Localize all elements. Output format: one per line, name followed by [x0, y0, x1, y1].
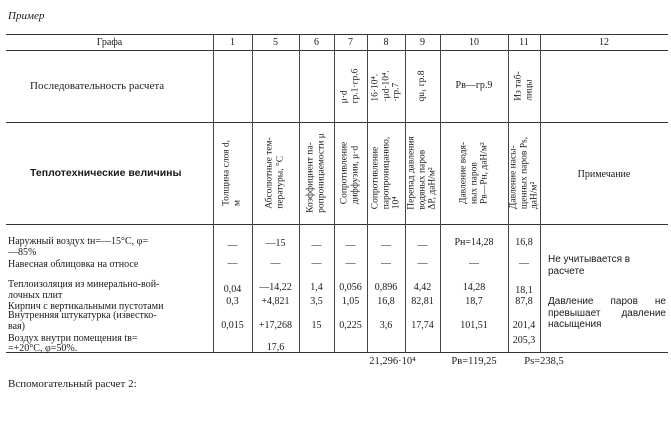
total-resistance: 21,296·10⁴	[369, 356, 416, 367]
cell-permeability: 15	[311, 320, 322, 331]
cell-diffusion: —	[345, 240, 356, 251]
cell-pressure-drop: —	[417, 240, 428, 251]
row-label: Наружный воздух tн=—15°С, φ=	[8, 236, 149, 247]
row-label: Воздух внутри помещения tв=	[8, 333, 138, 344]
cell-temperature: +4,821	[261, 296, 290, 307]
cell-thickness: 0,04	[223, 284, 242, 295]
quantities-label: Теплотехнические величины	[30, 167, 182, 179]
cell-diffusion: —	[345, 258, 356, 269]
col-number-6: 6	[314, 37, 319, 48]
cell-saturation-pressure: 16,8	[515, 237, 533, 248]
row-label: лочных плит	[8, 290, 63, 301]
grafa-header: Графа	[96, 37, 123, 48]
sequence-col8: 16·10⁴. ·μd·10⁴. ·гр.7	[370, 70, 402, 102]
table-top-rule	[6, 34, 668, 35]
cell-diffusion: 0,225	[339, 320, 362, 331]
quantity-temperature: Абсолютные тем- пературы, °C	[264, 137, 285, 209]
cell-vapour-pressure: —	[469, 258, 479, 269]
sequence-col11: Из таб- лицы	[513, 71, 534, 101]
quantity-remarks: Примечание	[577, 169, 631, 180]
cell-temperature: +17,268	[258, 320, 293, 331]
cell-permeability: 1,4	[310, 282, 323, 293]
cell-pressure-drop: 4,42	[413, 282, 432, 293]
sequence-col7: μ·d гр.1·гр.6	[339, 68, 360, 104]
cell-resistance: 16,8	[377, 296, 395, 307]
cell-vapour-pressure: 14,28	[462, 282, 486, 293]
quantity-saturation-pressure: Давление насы- щенных паров Ps, даН/м²	[508, 136, 540, 210]
quantity-vapour-pressure: Давление водя- ных паров Pв—Pн, даН/м²	[458, 141, 490, 205]
col-number-5: 5	[273, 37, 278, 48]
col-number-12: 12	[599, 37, 609, 48]
cell-permeability: —	[311, 258, 322, 269]
cell-remarks: Не учитывается в расчете	[548, 254, 631, 277]
cell-resistance: 0,896	[374, 282, 398, 293]
cell-pressure-drop: 82,81	[411, 296, 434, 307]
cell-resistance: 3,6	[379, 320, 393, 331]
row-label: Кирпич с вертикальными пустотами	[8, 301, 164, 312]
col-number-8: 8	[383, 37, 389, 48]
cell-diffusion: 1,05	[341, 296, 360, 307]
col-number-7: 7	[348, 37, 353, 48]
sequence-label: Последовательность расчета	[30, 80, 165, 92]
total-saturation-pressure: Ps=238,5	[524, 356, 564, 367]
cell-temperature: —15	[265, 238, 286, 249]
quantity-pressure-drop: Перепад давления водяных паров ΔP, даН/м²	[406, 136, 438, 210]
cell-temperature: —	[270, 258, 281, 269]
row-label: Навесная облицовка на относе	[8, 259, 139, 270]
cell-vapour-pressure: 101,51	[460, 320, 488, 331]
cell-temperature: 17,6	[266, 342, 285, 353]
cell-vapour-pressure: Pн=14,28	[454, 237, 494, 248]
col-number-1: 1	[230, 37, 235, 48]
quantity-thickness: Толщина слоя d, м	[221, 140, 242, 206]
cell-vapour-pressure: 18,7	[465, 296, 483, 307]
row-label: —85%	[8, 247, 37, 258]
col-divider-12	[540, 34, 541, 352]
auxiliary-calculation-heading: Вспомогательный расчет 2:	[8, 378, 137, 390]
header-rule-2	[6, 122, 668, 123]
quantity-permeability: Коэффициент па- ропроницаемости μ	[305, 133, 326, 213]
cell-resistance: —	[381, 258, 391, 269]
row-label: =+20°С, φ=50%.	[8, 343, 78, 354]
quantity-diffusion: Сопротивление диффузии, μ·d	[339, 141, 360, 205]
col-number-10: 10	[469, 37, 479, 48]
row-label: вая)	[8, 321, 25, 332]
cell-saturation-pressure: 87,8	[515, 296, 533, 307]
cell-saturation-pressure: —	[519, 258, 529, 269]
col-number-11: 11	[519, 37, 529, 48]
example-caption: Пример	[8, 10, 45, 22]
cell-diffusion: 0,056	[339, 282, 362, 293]
cell-saturation-pressure: 18,1	[515, 285, 533, 296]
cell-thickness: —	[227, 258, 238, 269]
header-rule-3	[6, 224, 668, 225]
table-bottom-rule	[6, 352, 668, 353]
sequence-col10: Pв—гр.9	[455, 80, 493, 91]
cell-remarks: Давление паров не превышает давление насыщения	[548, 296, 666, 330]
cell-permeability: —	[311, 240, 322, 251]
header-rule-1	[6, 50, 668, 51]
sequence-col9: qu₁ гр.8	[416, 70, 427, 102]
row-label: Внутренняя штукатурка (известко-	[8, 310, 157, 321]
cell-pressure-drop: —	[417, 258, 428, 269]
cell-saturation-pressure: 205,3	[512, 335, 536, 346]
quantity-resistance: Сопротивление паропроницанию, 10⁴	[370, 136, 402, 210]
cell-thickness: 0,3	[226, 296, 239, 307]
row-label: Теплоизоляция из минерально-вой-	[8, 279, 160, 290]
cell-saturation-pressure: 201,4	[512, 320, 536, 331]
cell-pressure-drop: 17,74	[411, 320, 434, 331]
cell-resistance: —	[381, 240, 391, 251]
cell-thickness: 0,015	[221, 320, 244, 331]
cell-temperature: —14,22	[259, 282, 292, 293]
cell-permeability: 3,5	[310, 296, 323, 307]
total-vapour-pressure: Pв=119,25	[451, 356, 497, 367]
cell-thickness: —	[227, 240, 238, 251]
col-number-9: 9	[420, 37, 425, 48]
